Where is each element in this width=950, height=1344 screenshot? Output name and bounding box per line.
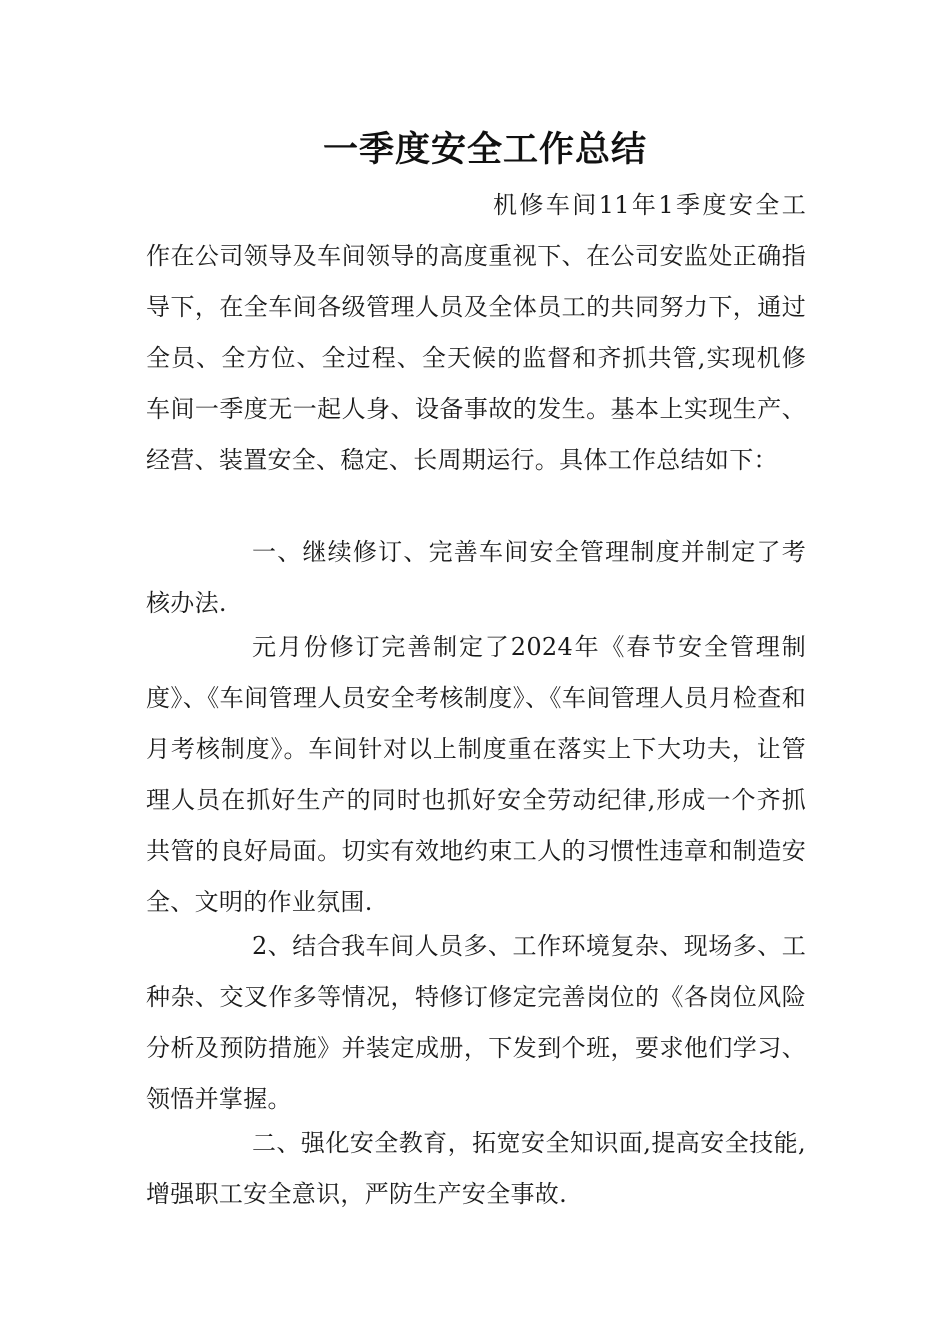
- document-title: 一季度安全工作总结: [322, 129, 647, 170]
- section-one-paragraph: 元月份修订完善制定了2024年《春节安全管理制度》、《车间管理人员安全考核制度》、《车间管理人员月检查和月考核制度》。车间针对以上制度重在落实上下大功夫，让管理人员在抓好生产的同时也抓好安全劳动纪律,形成一个齐抓共管的良好局面。切实有效地约束工人的习惯性违章和制造安全、文明的作业氛围.: [146, 633, 806, 916]
- section-one-item-2: 2、结合我车间人员多、工作环境复杂、现场多、工种杂、交叉作多等情况，特修订修定完善岗位的《各岗位风险分析及预防措施》并装定成册，下发到个班，要求他们学习、领悟并掌握。: [146, 932, 806, 1113]
- section-two-heading: 二、强化安全教育，拓宽安全知识面,提高安全技能,增强职工安全意识，严防生产安全事故.: [146, 1129, 806, 1208]
- section-one-heading: 一、继续修订、完善车间安全管理制度并制定了考核办法.: [146, 538, 806, 617]
- intro-paragraph: 机修车间11年1季度安全工作在公司领导及车间领导的高度重视下、在公司安监处正确指导下，在全车间各级管理人员及全体员工的共同努力下，通过全员、全方位、全过程、全天候的监督和齐抓共管,实现机修车间一季度无一起人身、设备事故的发生。基本上实现生产、经营、装置安全、稳定、长周期运行。具体工作总结如下：: [146, 191, 806, 474]
